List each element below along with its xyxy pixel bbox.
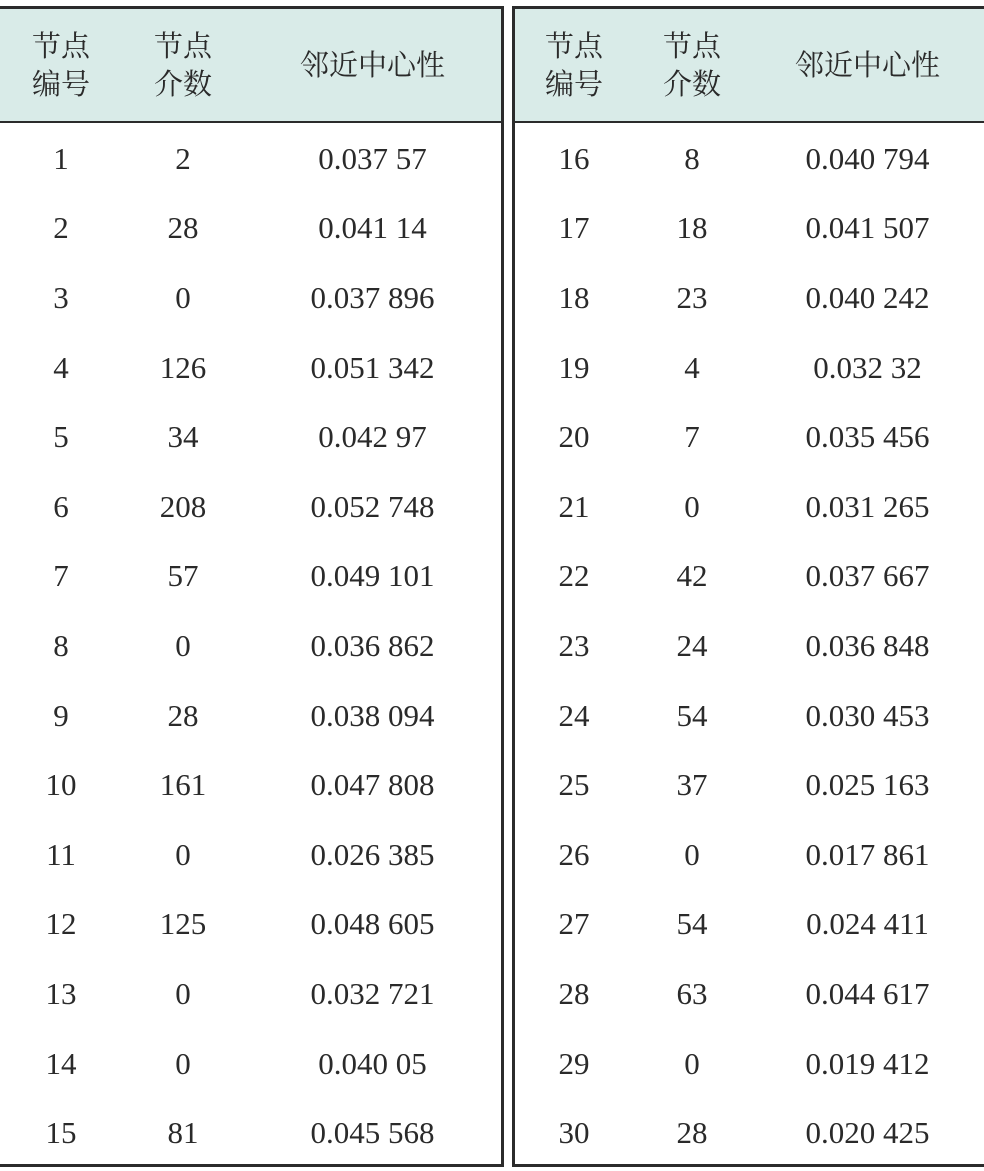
betweenness-cell: 28 (167, 697, 199, 733)
header-rule (0, 121, 984, 123)
betweenness-cell: 23 (676, 279, 708, 315)
closeness-cell: 0.045 568 (310, 1115, 435, 1151)
node-id-cell: 20 (558, 419, 590, 455)
node-id-cell: 2 (53, 210, 69, 246)
node-id-cell: 6 (53, 488, 69, 524)
node-id-cell: 16 (558, 140, 590, 176)
table-row (0, 1098, 501, 1168)
betweenness-cell: 57 (167, 558, 199, 594)
node-id-cell: 26 (558, 836, 590, 872)
data-table (0, 6, 984, 1167)
table-row (0, 681, 501, 751)
closeness-cell: 0.032 32 (813, 349, 922, 385)
node-id-cell: 11 (46, 836, 76, 872)
betweenness-cell: 0 (175, 975, 191, 1011)
table-row (0, 333, 501, 403)
table-row (0, 820, 501, 890)
table-row (0, 959, 501, 1029)
closeness-cell: 0.025 163 (805, 767, 930, 803)
betweenness-cell: 63 (676, 975, 708, 1011)
header-node-id-line2: 编号 (544, 67, 603, 101)
node-id-cell: 13 (45, 975, 77, 1011)
closeness-cell: 0.035 456 (805, 419, 930, 455)
node-id-cell: 9 (53, 697, 69, 733)
node-id-cell: 8 (53, 627, 69, 663)
node-id-cell: 22 (558, 558, 590, 594)
table-row (515, 194, 984, 264)
node-id-cell: 30 (558, 1115, 590, 1151)
betweenness-cell: 2 (175, 140, 191, 176)
header-betweenness (633, 9, 751, 121)
header-betweenness-line2: 介数 (662, 67, 721, 101)
betweenness-cell: 24 (676, 627, 708, 663)
node-id-cell: 28 (558, 975, 590, 1011)
node-id-cell: 5 (53, 419, 69, 455)
header-node-id (0, 9, 122, 121)
header-closeness: 邻近中心性 (794, 48, 940, 82)
node-id-cell: 14 (45, 1045, 77, 1081)
betweenness-cell: 4 (684, 349, 700, 385)
table-row (515, 611, 984, 681)
closeness-cell: 0.024 411 (806, 906, 929, 942)
closeness-cell: 0.049 101 (310, 558, 435, 594)
node-id-cell: 23 (558, 627, 590, 663)
table-row (0, 402, 501, 472)
body-rows-right (515, 124, 984, 1168)
table-row (0, 1029, 501, 1099)
closeness-cell: 0.048 605 (310, 906, 435, 942)
table-row (515, 750, 984, 820)
table-row (0, 890, 501, 960)
betweenness-cell: 42 (676, 558, 708, 594)
betweenness-cell: 161 (159, 767, 207, 803)
closeness-cell: 0.044 617 (805, 975, 930, 1011)
node-id-cell: 29 (558, 1045, 590, 1081)
closeness-cell: 0.036 862 (310, 627, 435, 663)
closeness-cell: 0.052 748 (310, 488, 435, 524)
node-id-cell: 21 (558, 488, 590, 524)
node-id-cell: 27 (558, 906, 590, 942)
betweenness-cell: 37 (676, 767, 708, 803)
node-id-cell: 19 (558, 349, 590, 385)
node-id-cell: 25 (558, 767, 590, 803)
node-id-cell: 7 (53, 558, 69, 594)
betweenness-cell: 0 (684, 488, 700, 524)
betweenness-cell: 18 (676, 210, 708, 246)
betweenness-cell: 0 (684, 836, 700, 872)
table-row (515, 124, 984, 194)
betweenness-cell: 54 (676, 697, 708, 733)
node-id-cell: 4 (53, 349, 69, 385)
header-betweenness-line1: 节点 (662, 29, 721, 63)
table-row (515, 263, 984, 333)
closeness-cell: 0.030 453 (805, 697, 930, 733)
betweenness-cell: 8 (684, 140, 700, 176)
betweenness-cell: 0 (175, 627, 191, 663)
betweenness-cell: 0 (684, 1045, 700, 1081)
header-node-id (515, 9, 633, 121)
header-betweenness-line2: 介数 (153, 67, 212, 101)
header-betweenness-line1: 节点 (153, 29, 212, 63)
closeness-cell: 0.040 794 (805, 140, 930, 176)
closeness-cell: 0.032 721 (310, 975, 435, 1011)
header-closeness: 邻近中心性 (299, 48, 445, 82)
node-id-cell: 3 (53, 279, 69, 315)
header-betweenness (122, 9, 244, 121)
betweenness-cell: 126 (159, 349, 207, 385)
betweenness-cell: 0 (175, 279, 191, 315)
betweenness-cell: 54 (676, 906, 708, 942)
closeness-cell: 0.036 848 (805, 627, 930, 663)
closeness-cell: 0.037 896 (310, 279, 435, 315)
betweenness-cell: 0 (175, 836, 191, 872)
node-id-cell: 18 (558, 279, 590, 315)
table-row (515, 681, 984, 751)
closeness-cell: 0.037 57 (318, 140, 427, 176)
table-row (0, 263, 501, 333)
body-rows-left (0, 124, 501, 1168)
closeness-cell: 0.019 412 (805, 1045, 930, 1081)
closeness-cell: 0.041 14 (318, 210, 427, 246)
table-row (515, 402, 984, 472)
table-row (0, 542, 501, 612)
header-node-id-line1: 节点 (544, 29, 603, 63)
header-node-id-line1: 节点 (31, 29, 90, 63)
node-id-cell: 17 (558, 210, 590, 246)
table-row (515, 1029, 984, 1099)
closeness-cell: 0.026 385 (310, 836, 435, 872)
node-id-cell: 24 (558, 697, 590, 733)
closeness-cell: 0.038 094 (310, 697, 435, 733)
closeness-cell: 0.037 667 (805, 558, 930, 594)
table-row (0, 124, 501, 194)
betweenness-cell: 208 (159, 488, 207, 524)
betweenness-cell: 7 (684, 419, 700, 455)
node-id-cell: 1 (53, 140, 69, 176)
table-row (515, 890, 984, 960)
closeness-cell: 0.031 265 (805, 488, 930, 524)
node-id-cell: 12 (45, 906, 77, 942)
table-row (515, 333, 984, 403)
closeness-cell: 0.041 507 (805, 210, 930, 246)
closeness-cell: 0.040 242 (805, 279, 930, 315)
table-row (0, 750, 501, 820)
header-node-id-line2: 编号 (31, 67, 90, 101)
closeness-cell: 0.017 861 (805, 836, 930, 872)
closeness-cell: 0.042 97 (318, 419, 427, 455)
node-id-cell: 10 (45, 767, 77, 803)
closeness-cell: 0.047 808 (310, 767, 435, 803)
header-row-right (515, 9, 984, 121)
closeness-cell: 0.051 342 (310, 349, 435, 385)
separator-gap (504, 6, 512, 1167)
betweenness-cell: 28 (167, 210, 199, 246)
table-row (515, 542, 984, 612)
closeness-cell: 0.040 05 (318, 1045, 427, 1081)
table-row (515, 472, 984, 542)
betweenness-cell: 34 (167, 419, 199, 455)
table-row (515, 820, 984, 890)
closeness-cell: 0.020 425 (805, 1115, 930, 1151)
table-row (515, 1098, 984, 1168)
table-row (0, 611, 501, 681)
betweenness-cell: 28 (676, 1115, 708, 1151)
table-row (0, 472, 501, 542)
table-row (0, 194, 501, 264)
betweenness-cell: 0 (175, 1045, 191, 1081)
table-row (515, 959, 984, 1029)
betweenness-cell: 125 (159, 906, 207, 942)
node-id-cell: 15 (45, 1115, 77, 1151)
header-row-left (0, 9, 501, 121)
betweenness-cell: 81 (167, 1115, 199, 1151)
